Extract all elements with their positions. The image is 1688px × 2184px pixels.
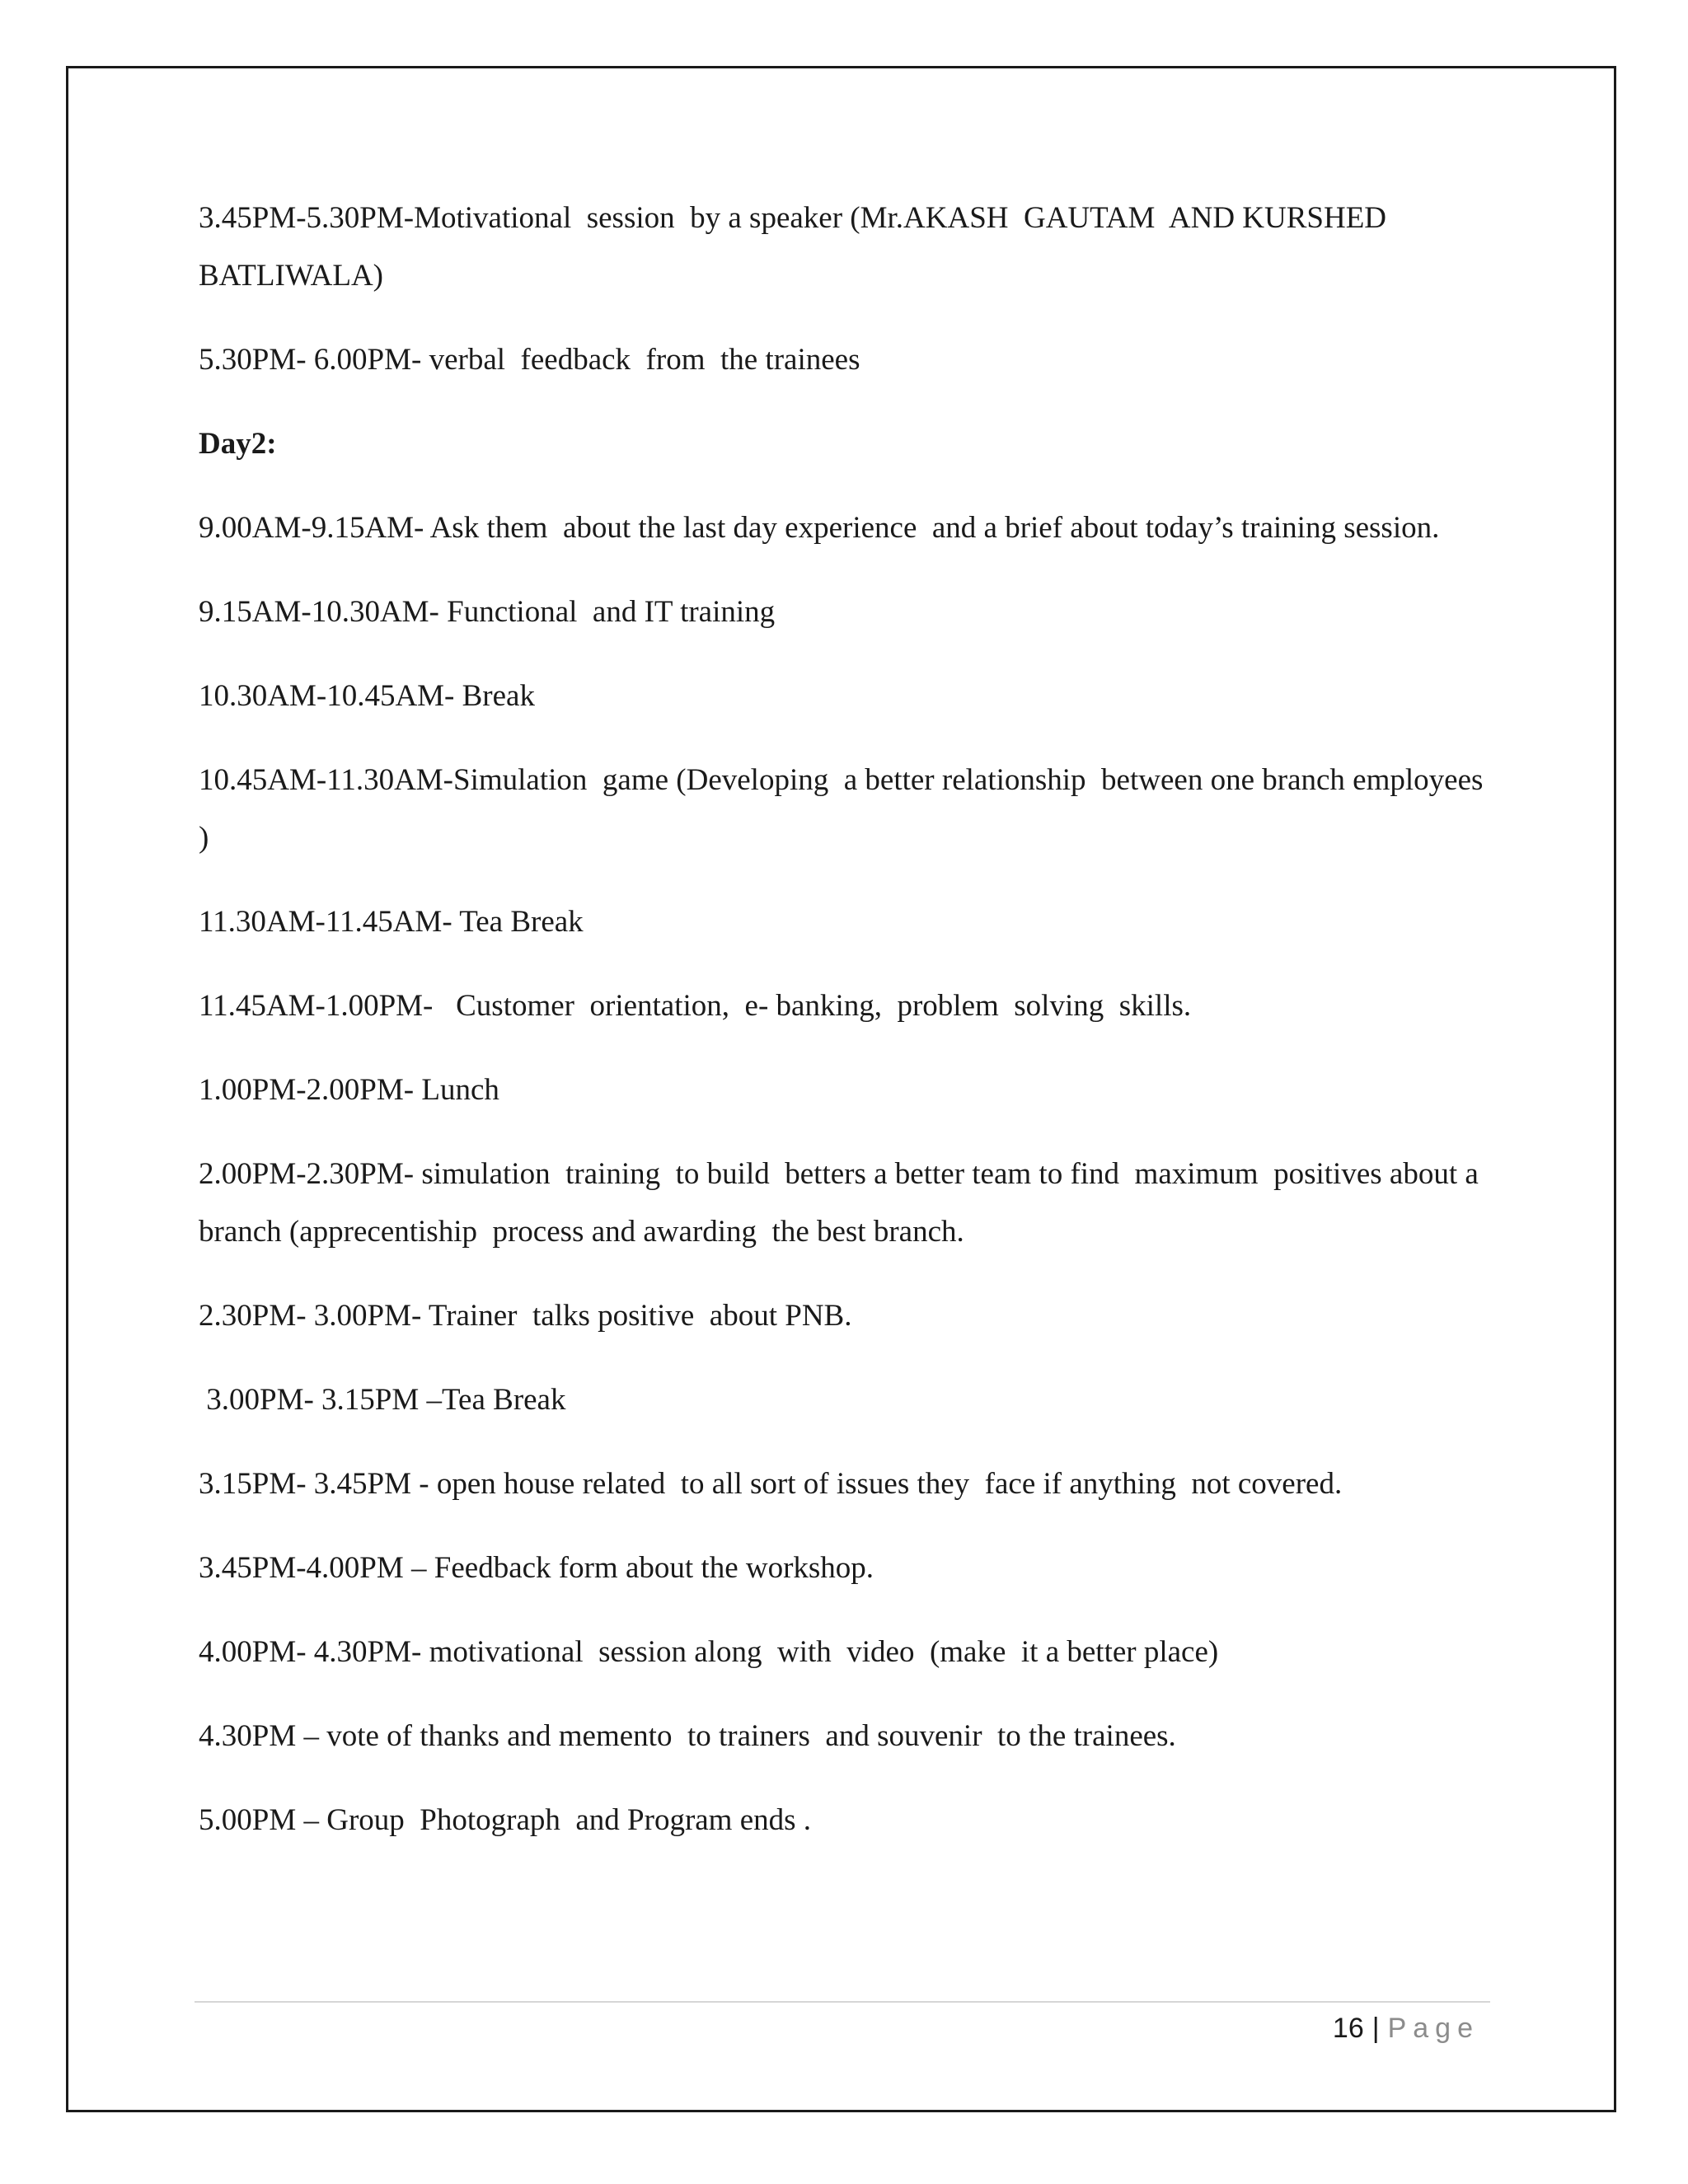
schedule-item: 3.00PM- 3.15PM –Tea Break [199, 1383, 566, 1417]
document-body [199, 190, 1498, 1876]
schedule-item: 9.00AM-9.15AM- Ask them about the last day experience and a brief about today’s training session. [199, 511, 1440, 545]
schedule-item: 3.15PM- 3.45PM - open house related to all sort of issues they face if anything not covered. [199, 1467, 1343, 1501]
schedule-item: 10.30AM-10.45AM- Break [199, 679, 535, 713]
section-heading: Day2: [199, 427, 277, 461]
page-number: 16 [1332, 2013, 1364, 2044]
schedule-item: 11.45AM-1.00PM- Customer orientation, e- banking, problem solving skills. [199, 989, 1192, 1023]
schedule-item: 2.00PM-2.30PM- simulation training to build betters a better team to find maximum positives about a branch (apprecentiship process and awarding the best branch. [199, 1157, 1487, 1249]
schedule-item: 10.45AM-11.30AM-Simulation game (Developing a better relationship between one branch employees ) [199, 763, 1498, 855]
footer-divider [195, 2001, 1490, 2003]
schedule-item: 9.15AM-10.30AM- Functional and IT training [199, 595, 776, 629]
page-footer [1333, 2008, 1479, 2049]
schedule-item: 2.30PM- 3.00PM- Trainer talks positive about PNB. [199, 1299, 852, 1333]
schedule-item: 4.30PM – vote of thanks and memento to trainers and souvenir to the trainees. [199, 1719, 1176, 1753]
page-label: Page [1387, 2013, 1479, 2044]
schedule-item: 11.30AM-11.45AM- Tea Break [199, 905, 584, 939]
footer-separator: | [1372, 2013, 1380, 2044]
schedule-item: 3.45PM-5.30PM-Motivational session by a speaker (Mr.AKASH GAUTAM AND KURSHED BATLIWALA) [199, 201, 1395, 293]
schedule-item: 4.00PM- 4.30PM- motivational session along with video (make it a better place) [199, 1635, 1219, 1669]
schedule-item: 5.30PM- 6.00PM- verbal feedback from the trainees [199, 343, 860, 377]
schedule-item: 1.00PM-2.00PM- Lunch [199, 1073, 499, 1107]
schedule-item: 5.00PM – Group Photograph and Program ends . [199, 1803, 812, 1837]
schedule-item: 3.45PM-4.00PM – Feedback form about the workshop. [199, 1551, 874, 1585]
